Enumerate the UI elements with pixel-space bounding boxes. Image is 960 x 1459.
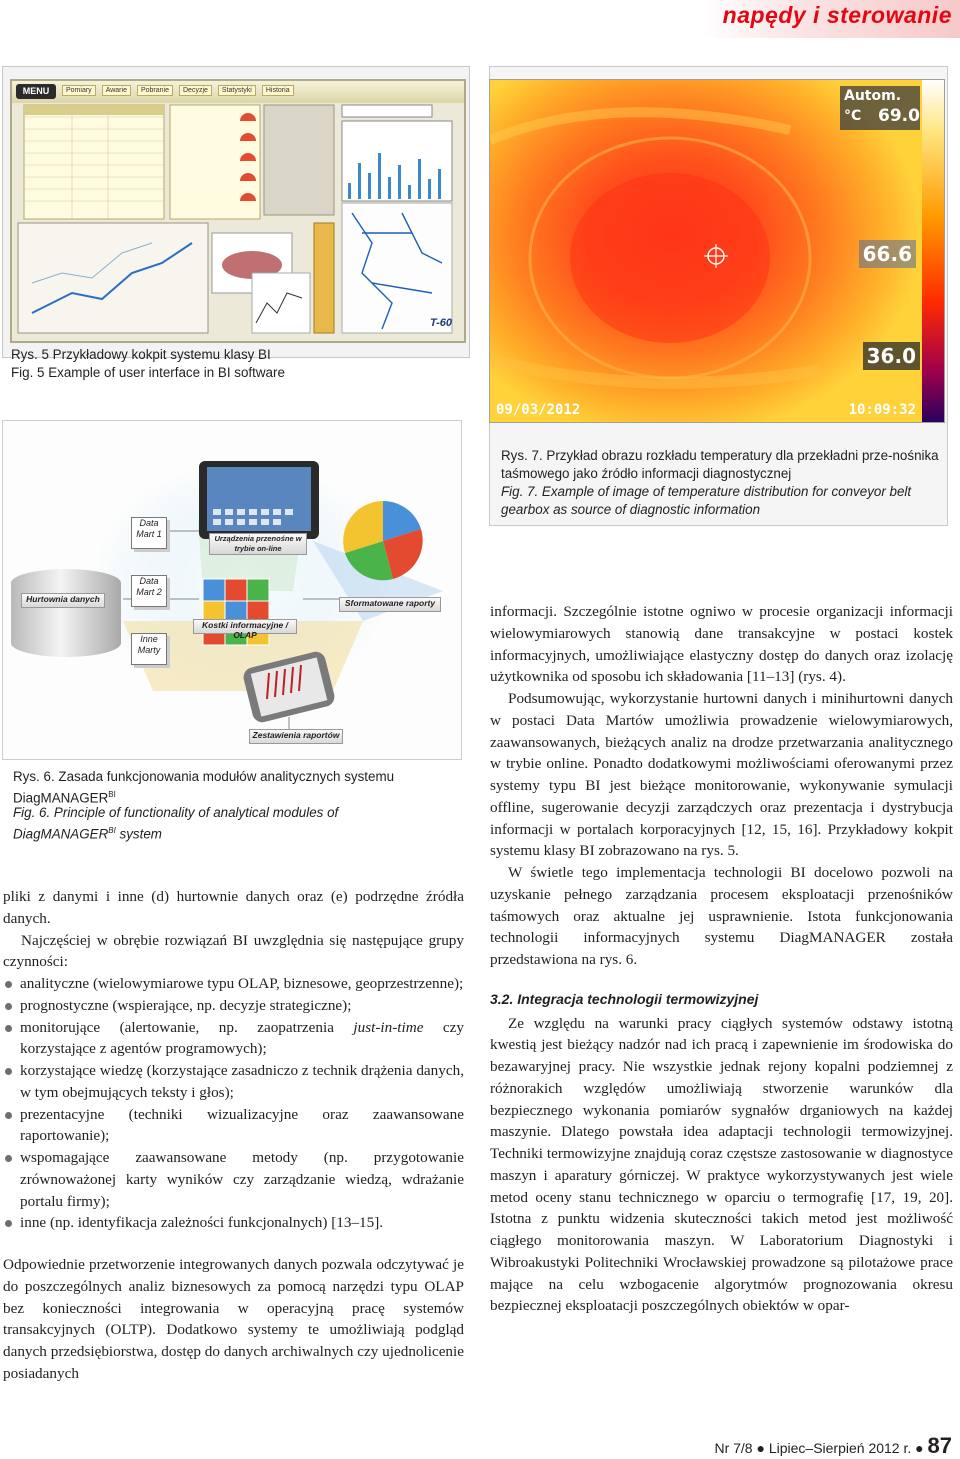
dashboard-tab: Awarie (102, 85, 131, 96)
dashboard-tab: Pomiary (62, 85, 96, 96)
thermal-min-value: 36.0 (863, 342, 920, 370)
data-warehouse-cylinder (11, 569, 121, 657)
box-inne-marty (131, 633, 167, 665)
activity-groups-list (3, 973, 464, 1234)
list-item (3, 1017, 464, 1061)
footer-bullet: ● (915, 1440, 924, 1456)
right-paragraph-1: informacji. Szczególnie istotne ogniwo w procesie organizacji informacji wielowymiarowych stanowią dane transakcyjne w postaci kostek informacyjnych, umożliwiające elastyczny dostęp do danych oraz izolację użytkownika od sposobu ich składowania [11–13] (rys. 4). (490, 603, 953, 686)
figure-7-thermal-image (489, 79, 945, 423)
figure-5-caption-pl: Rys. 5 Przykładowy kokpit systemu klasy BI (11, 347, 271, 362)
figure-6-diagram (2, 420, 462, 760)
figure-7-caption-en (501, 483, 941, 519)
box-data-mart-1-text: Data Mart 1 (136, 518, 162, 539)
left-text-column (3, 886, 464, 1385)
figure-6-caption-en-product: DiagMANAGER (13, 826, 109, 842)
list-item-tail: czy korzystające z agentów programowych); (20, 1018, 465, 1058)
label-urzadzenia: Urządzenia przenośne w trybie on-line (209, 533, 307, 555)
left-paragraph-1: pliki z danymi i inne (d) hurtownie danych oraz (e) podrzędne źródła danych. (3, 888, 464, 927)
section-heading: 3.2. Integracja technologii termowizyjnej (490, 990, 759, 1007)
left-paragraph-3: Odpowiednie przetworzenie integrowanych danych pozwala odczytywać je do poszczególnych analiz biznesowych za pomocą narzędzi typu OLAP bez konieczności integrowania w operacyjną pracę systemów transakcyjnych (OLTP). Dodatkowo systemy te umożliwiają podgląd danych przedsiębiorstwa, dostęp do danych archiwalnych czy ujednolicenie posiadanych (3, 1256, 464, 1382)
thermal-time: 10:09:32 (848, 402, 916, 418)
dashboard-menu-badge: MENU (16, 84, 56, 99)
figure-7-caption-pl (501, 447, 941, 483)
label-hurtownia: Hurtownia danych (21, 593, 105, 608)
right-text-column (490, 601, 953, 1317)
label-raporty: Sformatowane raporty (339, 597, 441, 612)
dashboard-tabs (62, 85, 300, 96)
figure-5-caption-en: Fig. 5 Example of user interface in BI software (11, 365, 285, 380)
list-item: analityczne (wielowymiarowe typu OLAP, biznesowe, geoprzestrzenne); (3, 973, 464, 995)
list-item: prezentacyjne (techniki wizualizacyjne oraz zaawansowane raportowanie); (3, 1104, 464, 1148)
right-paragraph-2: Podsumowując, wykorzystanie hurtowni danych i minihurtowni danych w postaci Data Martów umożliwia prowadzenie wielowymiarowych, zaawansowanych, bieżących analiz na drodze przetwarzania analitycznego w trybie online. Ponadto dodatkowymi możliwościami oferowanymi przez systemy typu BI jest bieżące monitorowanie, wykonywanie symulacji offline, sugerowanie decyzji zarządczych oraz prezentacja i dystrybucja informacji w portalach korporacyjnych [12, 15, 16]. Przykładowy kokpit systemu klasy BI zobrazowano na rys. 5. (490, 690, 953, 860)
footer-bullet: ● (756, 1440, 765, 1456)
thermal-color-scale (922, 80, 944, 422)
journal-section-title: napędy i sterowanie (722, 2, 952, 28)
list-item-text: monitorujące (alertowanie, np. zaopatrzenia (20, 1018, 354, 1036)
figure-6-caption-pl (13, 768, 394, 807)
left-paragraph-2: Najczęściej w obrębie rozwiązań BI uwzględnia się następujące grupy czynności: (3, 931, 464, 971)
page-number: 87 (927, 1433, 952, 1458)
list-item: prognostyczne (wspierające, np. decyzje strategiczne); (3, 995, 464, 1017)
thermal-spot-value: 66.6 (859, 240, 916, 268)
box-data-mart-2-text: Data Mart 2 (136, 576, 162, 597)
label-zestawienia: Zestawienia raportów (249, 729, 343, 744)
label-kostki: Kostki informacyjne / OLAP (193, 619, 297, 634)
box-data-mart-1 (131, 517, 167, 549)
right-paragraph-4: Ze względu na warunki pracy ciągłych systemów odstawy istotną kwestią jest bieżący nadzór nad ich pracą i zapewnienie im środowiska do bezawaryjnej pracy. Nie wszystkie jednak rejony kopalni podziemnej z różnorakich względów umożliwiają stworzenie warunków dla bezpiecznego wykonania pomiarów sygnałów drganiowych na każdej maszynie. Dlatego powstała idea adaptacji technologii termowizyjnej. Techniki termowizyjne znajdują coraz częstsze zastosowanie w diagnostyce maszyn i aparatury górniczej. W praktyce wykorzystywanych jest wiele metod oceny stanu technicznego w oparciu o termografię [17, 19, 20]. Istotna z punktu widzenia skuteczności takich metod jest możliwość ciągłego monitorowania maszyn. W Laboratorium Diagnostyki i Wibroakustyki Politechniki Wrocławskiej prowadzone są pilotażowe prace mające na celu wzbogacenie algorytmów prognozowania okresu bezpiecznej eksploatacji poszczególnych obiektów w opar- (490, 1014, 953, 1315)
figure-5-dashboard-image (10, 79, 466, 343)
dashboard-corner-label: T-60 (430, 317, 453, 329)
figure-6-caption-en-line2 (13, 822, 338, 843)
figure-7-caption-pl-text: Rys. 7. Przykład obrazu rozkładu temperatury dla przekładni prze-nośnika taśmowego jako źródło informacji diagnostycznej (501, 448, 939, 481)
box-inne-marty-text: Inne Marty (137, 634, 161, 655)
list-item: wspomagające zaawansowane metody (np. przygotowanie zrównoważonej karty wyników czy zarządzanie wiedzą, wdrażanie portalu firmy); (3, 1147, 464, 1212)
figure-6-caption-pl-sup: BI (108, 790, 116, 799)
figure-6-caption-pl-line1: Rys. 6. Zasada funkcjonowania modułów analitycznych systemu (13, 769, 395, 784)
figure-6-caption-en-line1: Fig. 6. Principle of functionality of analytical modules of (13, 805, 339, 820)
list-item-italic: just-in-time (353, 1018, 424, 1036)
box-data-mart-2 (131, 575, 167, 607)
dashboard-tab: Statystyki (218, 85, 256, 96)
dashboard-graphics (12, 103, 464, 341)
dashboard-tab: Historia (262, 85, 294, 96)
figure-6-caption-en (13, 804, 338, 843)
thermal-unit-label: °C (844, 108, 862, 124)
thermal-max-value: 69.0 (878, 106, 920, 126)
footer-date: Lipiec–Sierpień 2012 r. (768, 1440, 912, 1456)
figure-6-caption-en-suffix: system (115, 826, 162, 842)
figure-6-caption-pl-product: DiagMANAGER (13, 790, 109, 806)
thermal-mode-panel (840, 86, 920, 130)
list-item: korzystające wiedzę (korzystające zasadniczo z technik drążenia danych, w tym obejmujących teksty i głos); (3, 1060, 464, 1104)
thermal-date: 09/03/2012 (496, 402, 581, 418)
list-item: inne (np. identyfikacja zależności funkcjonalnych) [13–15]. (3, 1212, 464, 1234)
figure-6-caption-en-sup: BI (108, 826, 116, 835)
figure-7-caption-en-text: Fig. 7. Example of image of temperature distribution for conveyor belt gearbox as source of diagnostic information (501, 484, 912, 517)
dashboard-tab: Pobranie (137, 85, 173, 96)
page-footer (714, 1433, 952, 1459)
dashboard-tab: Decyzje (179, 85, 212, 96)
right-paragraph-3: W świetle tego implementacja technologii BI docelowo pozwoli na uzyskanie pełnego zarządzania procesem eksploatacji przenośników taśmowych oraz aktualne jej usprawnienie. Istota funkcjonowania technologii informacyjnych systemu DiagMANAGER została przedstawiona na rys. 6. (490, 864, 953, 968)
thermal-mode-label: Autom. (844, 88, 902, 104)
footer-issue: Nr 7/8 (714, 1440, 753, 1456)
